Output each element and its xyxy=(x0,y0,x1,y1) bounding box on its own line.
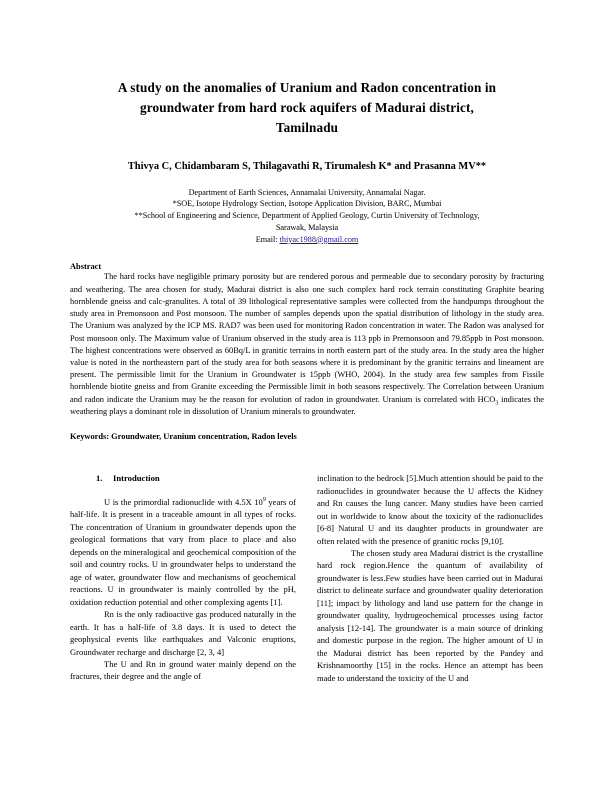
left-p1-part1: U is the primordial radionuclide with 4.5X 10 xyxy=(104,496,263,507)
affiliation-line-3: **School of Engineering and Science, Department of Applied Geology, Curtin University of Technology, xyxy=(134,211,480,221)
keywords-line: Keywords: Groundwater, Uranium concentration, Radon levels xyxy=(70,432,297,442)
right-paragraph-1: inclination to the bedrock [5].Much attention should be paid to the radionuclides in groundwater because the U affects the Kidney and Rn causes the lung cancer. Many studies have been carried out in worldwide to know about the toxicity of the radionuclides [6-8] Natural U and its daughter products in groundwater are often related with the presence of granitic rocks [9,10]. xyxy=(317,473,543,546)
abstract-text-main: The hard rocks have negligible primary porosity but are rendered porous and permeable due to secondary porosity by fracturing and weathering. The area chosen for study, Madurai district is also one such complex hard rock terrain constituting Graphite bearing hornblende gneiss and calc-granulites. A total of 39 lithological representative samples were collected from the handpumps throughout the study area in Premonsoon and Post monsoon. The number of samples depends upon the spatial distribution of lithology in the study area. The Uranium was analyzed by the ICP MS. RAD7 was been used for monitoring Radon concentration in water. The Radon was analysed for Post monsoon only. The Maximum value of Uranium observed in the study area is 113 ppb in Premonsoon and 79.85ppb in Post monsoon. The highest concentrations were observed as 60Bq/L in granitic terrains in north eastern part of the study area. In the study area the higher value is noted in the northeastern part of the study area for both seasons where it is predominant by the granitic terrains and lineament are present. The permissible limit for the Uranium in Groundwater is 15ppb (WHO, 2004). In the study area few samples from Fissile hornblende biotite gneiss and from Granite exceeding the Permissible limit in both seasons respectively. The Correlation between Uranium and radon indicate the Uranium may be the reason for evolution of radon in groundwater. Uranium is correlated with HCO xyxy=(70,272,544,404)
author-list: Thivya C, Chidambaram S, Thilagavathi R, Tirumalesh K* and Prasanna MV** xyxy=(127,161,487,173)
right-paragraph-2: The chosen study area Madurai district is the crystalline hard rock region.Hence the quantum of availability of groundwater is less.Few studies have been carried out in Madurai district to delineate surface and groundwater quality deterioration [11]; impact by lithology and land use pattern for the change in groundwater quality, hydrogeochemical processes using factor analysis [12-14]. The groundwater is a main source of drinking and domestic purpose in the region. The higher amount of U in the Madurai district has been reported by the Pandey and Krishnamoorthy [15] in the rocks. Hence an attempt has been made to understand the toxicity of the U and xyxy=(317,547,543,683)
affiliation-block xyxy=(70,187,544,246)
affiliation-line-4: Sarawak, Malaysia xyxy=(275,222,339,232)
paper-title xyxy=(74,78,540,138)
left-column xyxy=(70,472,296,684)
body-columns xyxy=(70,472,544,684)
title-line-3: Tamilnadu xyxy=(275,120,339,136)
title-line-1: A study on the anomalies of Uranium and Radon concentration in xyxy=(117,80,497,95)
left-paragraph-1 xyxy=(70,496,296,608)
title-line-2: groundwater from hard rock aquifers of Madurai district, xyxy=(140,100,474,116)
abstract-text-tail: indicates the weathering plays a dominant role in dissolution of Uranium minerals to groundwater. xyxy=(70,394,545,416)
hco3-subscript: 3 xyxy=(495,400,499,407)
introduction-label: Introduction xyxy=(113,473,160,484)
affiliation-line-2: *SOE, Isotope Hydrology Section, Isotope Application Division, BARC, Mumbai xyxy=(172,199,442,209)
left-paragraph-2: Rn is the only radioactive gas produced naturally in the earth. It has a half-life of 3.8 days. It is used to detect the geophysical events like earthquakes and Valconic eruptions, Groundwater recharge and discharge [2, 3, 4] xyxy=(70,609,296,657)
email-line xyxy=(70,234,544,246)
right-column xyxy=(317,472,543,684)
introduction-number: 1. xyxy=(96,473,103,484)
exponent-superscript: 9 xyxy=(262,496,266,503)
left-paragraph-3: The U and Rn in ground water mainly depend on the fractures, their degree and the angle of xyxy=(70,659,296,682)
abstract-heading: Abstract xyxy=(70,262,102,272)
email-link[interactable]: thiyac1988@gmail.com xyxy=(279,234,359,244)
email-label: Email: xyxy=(255,234,278,244)
affiliation-line-1: Department of Earth Sciences, Annamalai University, Annamalai Nagar. xyxy=(188,187,426,197)
introduction-heading xyxy=(96,472,296,485)
left-p1-part2: years of half-life. It is present in a traceable amount in all types of rocks. The concentration of Uranium in groundwater depends upon the geological formations that vary from place to place and also depends on the mineralogical and geochemical composition of the soil and country rocks. U in groundwater helps to understand the age of water, groundwater flow and mechanisms of geochemical reactions. U in groundwater is mainly controlled by the pH, oxidation reduction potential and other complexing agents [1]. xyxy=(70,496,296,607)
abstract-paragraph xyxy=(70,271,544,418)
